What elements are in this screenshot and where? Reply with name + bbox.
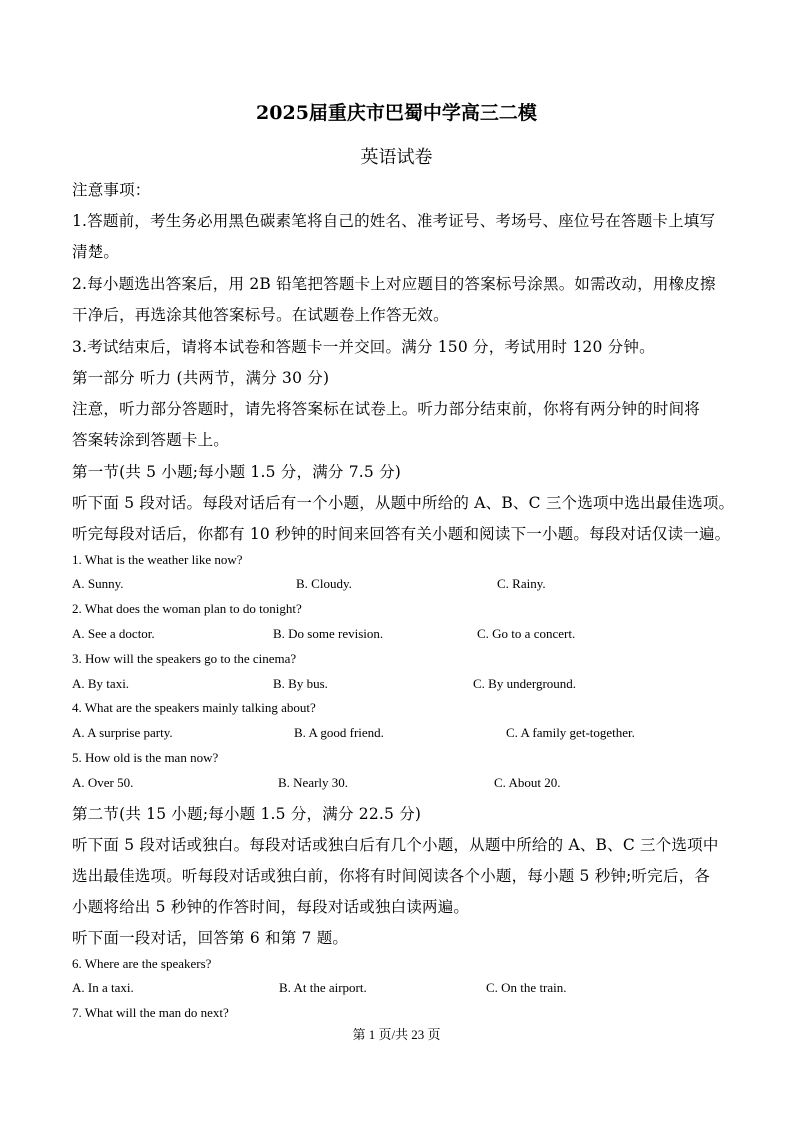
- notice-item-1-line-2: 清楚。: [72, 243, 120, 261]
- section1-heading: 第一节(共 5 小题;每小题 1.5 分，满分 7.5 分): [72, 463, 402, 481]
- notice-item-1-line-1: 1.答题前，考生务必用黑色碳素笔将自己的姓名、准考证号、考场号、座位号在答题卡上填写: [72, 212, 716, 230]
- part1-heading: 第一部分 听力 (共两节，满分 30 分): [72, 369, 330, 387]
- section2-heading: 第二节(共 15 小题;每小题 1.5 分，满分 22.5 分): [72, 805, 422, 823]
- question-5-option-c: C. About 20.: [494, 775, 561, 790]
- notice-item-2-line-2: 干净后，再选涂其他答案标号。在试题卷上作答无效。: [72, 306, 449, 324]
- question-7: 7. What will the man do next?: [72, 1005, 229, 1020]
- question-6-option-a: A. In a taxi.: [72, 980, 134, 995]
- page-title: 2025届重庆市巴蜀中学高三二模: [256, 102, 537, 124]
- section1-instruction-line-1: 听下面 5 段对话。每段对话后有一个小题，从题中所给的 A、B、C 三个选项中选出最佳选项。: [72, 494, 735, 512]
- question-2-option-a: A. See a doctor.: [72, 626, 155, 641]
- notice-item-3: 3.考试结束后，请将本试卷和答题卡一并交回。满分 150 分，考试用时 120 分钟。: [72, 338, 655, 356]
- question-1-option-c: C. Rainy.: [497, 576, 546, 591]
- part1-note-line-2: 答案转涂到答题卡上。: [72, 431, 230, 449]
- section2-sub-instruction: 听下面一段对话，回答第 6 和第 7 题。: [72, 929, 349, 947]
- page-footer: 第 1 页/共 23 页: [352, 1027, 441, 1042]
- question-3-option-c: C. By underground.: [473, 676, 577, 691]
- question-6-option-b: B. At the airport.: [279, 980, 367, 995]
- page-subtitle: 英语试卷: [360, 147, 433, 168]
- question-4-option-a: A. A surprise party.: [72, 725, 173, 740]
- question-2-option-b: B. Do some revision.: [273, 626, 384, 641]
- question-4: 4. What are the speakers mainly talking about?: [72, 700, 316, 715]
- question-5: 5. How old is the man now?: [72, 750, 219, 765]
- section2-instruction-line-1: 听下面 5 段对话或独白。每段对话或独白后有几个小题，从题中所给的 A、B、C 三个选项中: [72, 836, 719, 854]
- notice-heading: 注意事项：: [72, 181, 151, 199]
- question-4-option-c: C. A family get-together.: [506, 725, 635, 740]
- question-1-option-b: B. Cloudy.: [296, 576, 352, 591]
- question-4-option-b: B. A good friend.: [294, 725, 384, 740]
- question-6: 6. Where are the speakers?: [72, 956, 212, 971]
- notice-item-2-line-1: 2.每小题选出答案后，用 2B 铅笔把答题卡上对应题目的答案标号涂黑。如需改动，用橡皮擦: [72, 275, 716, 293]
- section2-instruction-line-2: 选出最佳选项。听每段对话或独白前，你将有时间阅读各个小题，每小题 5 秒钟;听完后，各: [72, 867, 711, 885]
- question-3-option-b: B. By bus.: [273, 676, 328, 691]
- question-1-option-a: A. Sunny.: [72, 576, 124, 591]
- question-2-option-c: C. Go to a concert.: [477, 626, 576, 641]
- question-6-option-c: C. On the train.: [486, 980, 567, 995]
- question-5-option-b: B. Nearly 30.: [278, 775, 349, 790]
- section1-instruction-line-2: 听完每段对话后，你都有 10 秒钟的时间来回答有关小题和阅读下一小题。每段对话仅读一遍。: [72, 525, 731, 543]
- question-3-option-a: A. By taxi.: [72, 676, 130, 691]
- part1-note-line-1: 注意，听力部分答题时，请先将答案标在试卷上。听力部分结束前，你将有两分钟的时间将: [72, 400, 701, 418]
- question-1: 1. What is the weather like now?: [72, 552, 243, 567]
- question-2: 2. What does the woman plan to do tonight?: [72, 601, 302, 616]
- question-5-option-a: A. Over 50.: [72, 775, 134, 790]
- section2-instruction-line-3: 小题将给出 5 秒钟的作答时间，每段对话或独白读两遍。: [72, 898, 470, 916]
- question-3: 3. How will the speakers go to the cinema?: [72, 651, 297, 666]
